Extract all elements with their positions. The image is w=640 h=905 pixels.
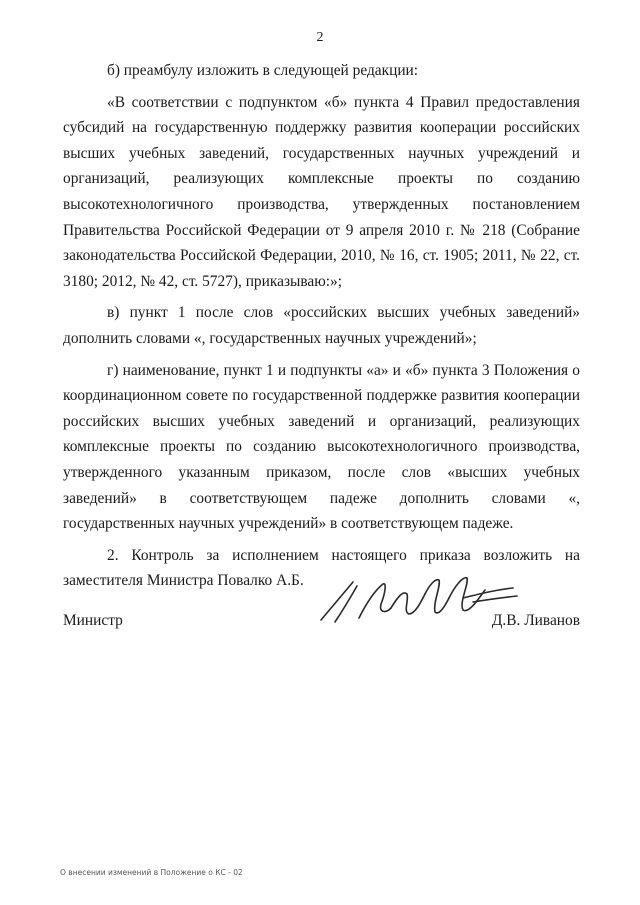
page-number: 2 (316, 30, 324, 45)
paragraph-preamble-text: «В соответствии с подпунктом «б» пункта 4 Правил предоставления субсидий на государственную поддержку развития кооперации российских высших учебных заведений, государственных научных учреждений и организаций, реализующих комплексные проекты по созданию высокотехнологичного производства, утвержденных постановлением Правительства Российской Федерации от 9 апреля 2010 г. № 218 (Собрание законодательства Российской Федерации, 2010, № 16, ст. 1905; 2011, № 22, ст. 3180; 2012, № 42, ст. 5727), приказываю:»; (63, 93, 580, 290)
document-body (63, 58, 580, 600)
footer-file-note: О внесении изменений в Положение о КС - 02 (60, 868, 243, 877)
signatory-name: Д.В. Ливанов (491, 612, 580, 629)
paragraph-item-g: г) наименование, пункт 1 и подпункты «а» и «б» пункта 3 Положения о координационном совете по государственной поддержке развития кооперации российских высших учебных заведений и организаций, реализующих комплексные проекты по созданию высокотехнологичного производства, утвержденного указанным приказом, после слов «высших учебных заведений» в соответствующем падеже дополнить словами «, государственных научных учреждений» в соответствующем падеже. (63, 361, 580, 533)
paragraph-control: 2. Контроль за исполнением настоящего приказа возложить на заместителя Министра Повалко А.Б. (63, 546, 580, 590)
signatory-title: Министр (63, 612, 123, 629)
paragraph-preamble-intro: б) преамбулу изложить в следующей редакции: (107, 62, 419, 79)
paragraph-item-v: в) пункт 1 после слов «российских высших учебных заведений» дополнить словами «, государственных научных учреждений»; (63, 304, 580, 347)
signature-block (63, 572, 580, 642)
